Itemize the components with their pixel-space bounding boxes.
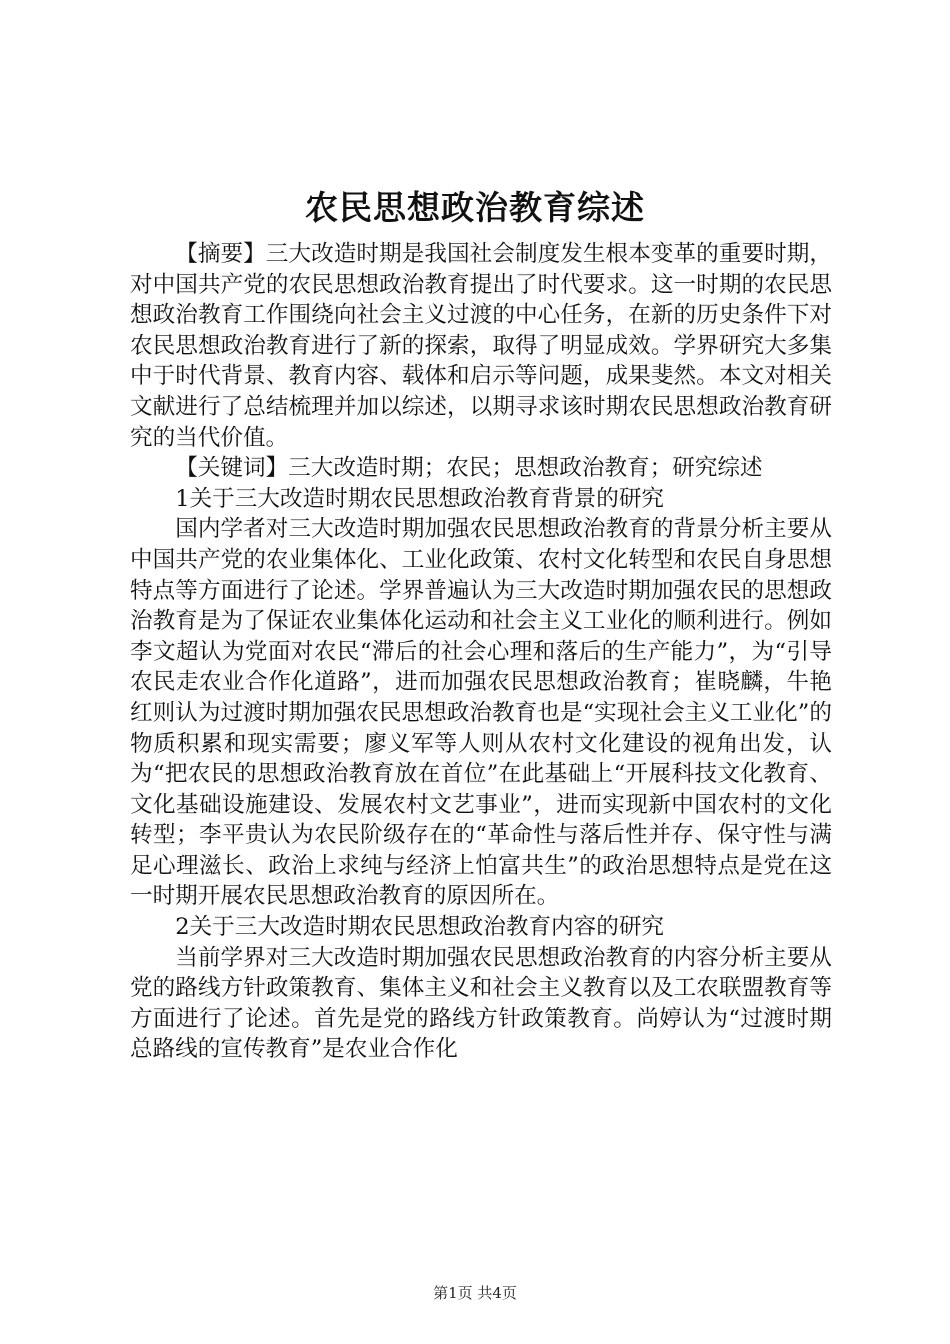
page-footer: 第1页 共4页 bbox=[433, 1284, 517, 1302]
section-2-paragraph: 当前学界对三大改造时期加强农民思想政治教育的内容分析主要从党的路线方针政策教育、集体主义和社会主义教育以及工农联盟教育等方面进行了论述。首先是党的路线方针政策教育。尚婷认为“过渡时期总路线的宣传教育”是农业合作化 bbox=[130, 944, 832, 1063]
section-1-heading: 1关于三大改造时期农民思想政治教育背景的研究 bbox=[175, 485, 665, 512]
section-2-heading: 2关于三大改造时期农民思想政治教育内容的研究 bbox=[175, 914, 665, 941]
abstract-paragraph: 【摘要】三大改造时期是我国社会制度发生根本变革的重要时期，对中国共产党的农民思想政治教育提出了时代要求。这一时期的农民思想政治教育工作围绕向社会主义过渡的中心任务，在新的历史条件下对农民思想政治教育进行了新的探索，取得了明显成效。学界研究大多集中于时代背景、教育内容、载体和启示等问题，成果斐然。本文对相关文献进行了总结梳理并加以综述，以期寻求该时期农民思想政治教育研究的当代价值。 bbox=[130, 241, 832, 451]
document-body bbox=[130, 239, 832, 1065]
keywords-paragraph: 【关键词】三大改造时期；农民；思想政治教育；研究综述 bbox=[175, 455, 763, 482]
section-1-paragraph: 国内学者对三大改造时期加强农民思想政治教育的背景分析主要从中国共产党的农业集体化、工业化政策、农村文化转型和农民自身思想特点等方面进行了论述。学界普遍认为三大改造时期加强农民的思想政治教育是为了保证农业集体化运动和社会主义工业化的顺利进行。例如李文超认为党面对农民“滞后的社会心理和落后的生产能力”，为“引导农民走农业合作化道路”，进而加强农民思想政治教育；崔晓麟，牛艳红则认为过渡时期加强农民思想政治教育也是“实现社会主义工业化”的物质积累和现实需要；廖义军等人则从农村文化建设的视角出发，认为“把农民的思想政治教育放在首位”在此基础上“开展科技文化教育、文化基础设施建设、发展农村文艺事业”，进而实现新中国农村的文化转型；李平贵认为农民阶级存在的“革命性与落后性并存、保守性与满足心理滋长、政治上求纯与经济上怕富共生”的政治思想特点是党在这一时期开展农民思想政治教育的原因所在。 bbox=[130, 516, 832, 910]
document-title: 农民思想政治教育综述 bbox=[305, 188, 645, 227]
